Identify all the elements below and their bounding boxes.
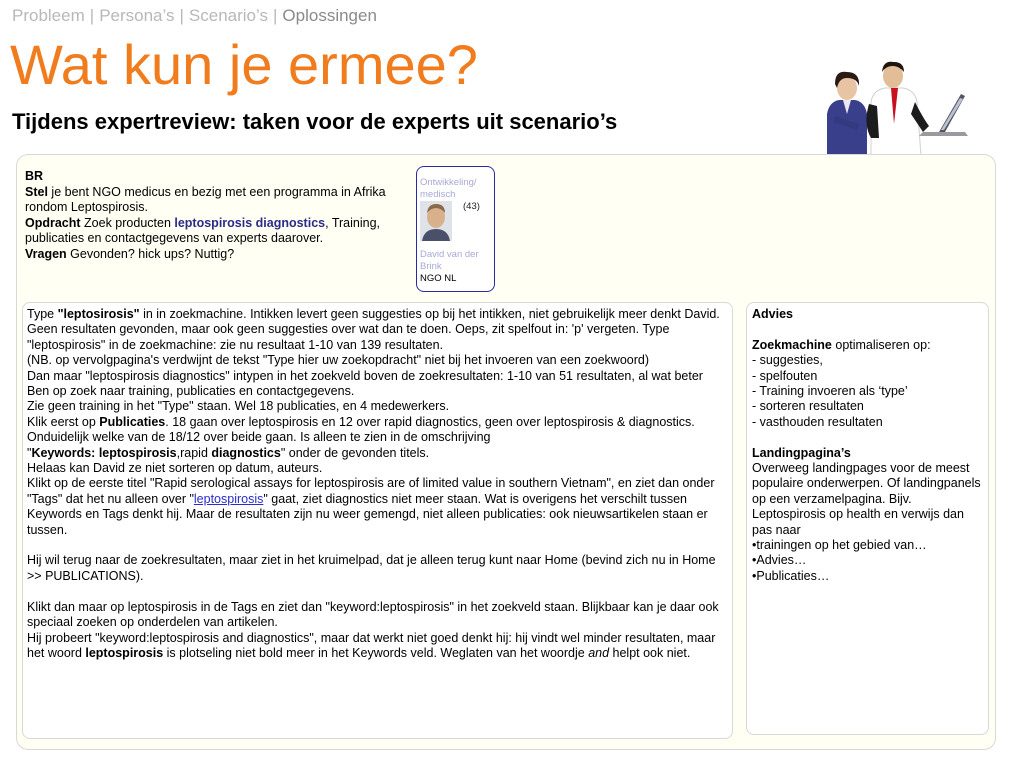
zoekmachine-label: Zoekmachine [752, 337, 832, 352]
breadcrumb-item-personas[interactable]: Persona’s [99, 6, 175, 25]
breadcrumb [12, 6, 377, 26]
text-run: Type [27, 307, 58, 321]
persona-card[interactable] [416, 166, 495, 292]
breadcrumb-separator: | [89, 6, 95, 25]
walkthrough-paragraph: Zie geen training in het "Type" staan. Wel 18 publicaties, en 4 medewerkers. [27, 399, 450, 414]
persona-role: Ontwikkeling/ medisch [420, 177, 477, 200]
text-run: Klik eerst op [27, 414, 100, 429]
page-title: Wat kun je ermee? [10, 33, 478, 96]
text-run: . 18 gaan over leptospirosis en 12 over rapid diagnostics, geen over leptospirosis & diagnostics. Onduidelijk welke van de 18/12 over beide gaan. Is alleen te zien in de omschrijving [27, 414, 695, 445]
text-run-bold: Keywords: leptospirosis [31, 445, 177, 460]
spacer [752, 322, 984, 337]
opdracht-highlight: leptospirosis diagnostics [174, 215, 326, 230]
text-run: " [27, 445, 32, 460]
advice-text [752, 307, 984, 584]
walkthrough-paragraph [27, 415, 723, 446]
text-run: in in zoekmachine. Intikken levert geen suggesties op bij het intikken, niet gebruikelijk meer denkt David. Geen resultaten gevonden, maar ook geen suggesties over wat dan te doen. Oeps, zit spelfout in: 'p' vergeten. Type "leptospirosis" in de zoekmachine: zie nu resultaat 1-10 van 139 resultaten. [27, 307, 720, 352]
persona-photo [420, 201, 452, 241]
page-subtitle: Tijdens expertreview: taken voor de experts uit scenario’s [12, 109, 618, 134]
leptospirosis-tag-link[interactable]: leptospirosis [193, 491, 264, 506]
advice-list-item: - vasthouden resultaten [752, 414, 883, 429]
walkthrough-paragraph [27, 446, 723, 461]
scenario-code: BR [25, 169, 44, 183]
text-run: " onder de gevonden titels. [280, 445, 430, 460]
opdracht-label: Opdracht [25, 215, 81, 230]
advice-list-item: - spelfouten [752, 368, 818, 383]
walkthrough-paragraph: Hij wil terug naar de zoekresultaten, maar ziet in het kruimelpad, dat je alleen terug kunt naar Home (bevind zich nu in Home >> PUBLICATIONS). [27, 553, 716, 583]
zoekmachine-text: optimaliseren op: [831, 337, 931, 352]
walkthrough-paragraph [27, 476, 723, 538]
opdracht-post: , Training, publicaties en contactgegevens van experts daarover. [25, 215, 380, 246]
advice-list-item: •trainingen op het gebied van… [752, 538, 927, 553]
spacer [27, 584, 723, 599]
scenario-text [25, 169, 405, 263]
persona-name: David van der Brink [420, 249, 479, 272]
walkthrough-paragraph [27, 631, 723, 662]
stel-label: Stel [25, 184, 48, 199]
advice-list-item: - sorteren resultaten [752, 399, 864, 414]
breadcrumb-item-scenarios[interactable]: Scenario’s [188, 6, 268, 25]
vragen-text: Gevonden? hick ups? Nuttig? [66, 246, 235, 261]
advice-list-item: •Publicaties… [752, 568, 830, 583]
advice-heading: Advies [752, 307, 793, 321]
walkthrough-paragraph: Klikt dan maar op leptospirosis in de Tags en ziet dan "keyword:leptospirosis" in het zoekveld staan. Blijkbaar kan je daar ook speciaal zoeken op onderdelen van artikelen. [27, 599, 719, 630]
persona-org: NGO NL [420, 273, 457, 284]
advice-list-item: - Training invoeren als ‘type’ [752, 384, 908, 399]
scenario-section [22, 167, 992, 293]
text-run: Hij probeert "keyword:leptospirosis and diagnostics", maar dat werkt niet goed denkt hij: hij vindt wel minder resultaten, maar het woord [27, 630, 716, 660]
business-people-illustration [805, 54, 970, 156]
landingpagina-text: Overweeg landingpages voor de meest populaire onderwerpen. Of landingpanels op een verzamelpagina. Bijv. Leptospirosis op health en verwijs dan pas naar [752, 461, 981, 537]
walkthrough-text [27, 307, 723, 661]
walkthrough-paragraph: (NB. op vervolgpagina's verdwijnt de tekst "Type hier uw zoekopdracht" niet bij het invoeren van een zoekwoord) [27, 353, 650, 368]
breadcrumb-separator: | [179, 6, 184, 25]
stel-text: je bent NGO medicus en bezig met een programma in Afrika rondom Leptospirosis. [25, 184, 386, 215]
text-run-bold: leptospirosis [85, 645, 164, 660]
vragen-label: Vragen [25, 246, 67, 261]
walkthrough-paragraph [27, 307, 723, 353]
text-run: " gaat, ziet diagnostics niet meer staan. Wat is overigens het verschilt tussen Keywords en Tags denkt hij. Maar de resultaten zijn nu weer gemengd, niet alleen publicaties: ook nieuwsartikelen staan er tussen. [27, 491, 708, 537]
spacer [752, 430, 984, 445]
persona-count: (43) [463, 201, 480, 212]
text-run-bold: "leptosirosis" [57, 307, 140, 321]
text-run: Klikt op de eerste titel "Rapid serological assays for leptospirosis are of limited value in southern Vietnam", en ziet dan onder "Tags" dat het nu alleen over " [27, 476, 715, 506]
text-run: helpt ook niet. [609, 645, 691, 660]
spacer [27, 538, 723, 553]
text-run: ,rapid [176, 445, 212, 460]
walkthrough-paragraph: Dan maar "leptospirosis diagnostics" intypen in het zoekveld boven de zoekresultaten: 1-10 van 51 resultaten, al wat beter Ben op zoek naar training, publicaties en contactgegevens. [27, 368, 703, 399]
breadcrumb-separator: | [272, 6, 278, 25]
text-run-italic: and [588, 645, 610, 660]
advice-list-item: •Advies… [752, 553, 807, 568]
breadcrumb-item-probleem[interactable]: Probleem [12, 6, 85, 25]
landingpagina-label: Landingpagina’s [752, 445, 851, 460]
text-run-bold: diagnostics [211, 445, 281, 460]
text-run-bold: Publicaties [99, 414, 166, 429]
breadcrumb-item-oplossingen[interactable]: Oplossingen [282, 6, 377, 25]
opdracht-pre: Zoek producten [80, 215, 175, 230]
walkthrough-paragraph: Helaas kan David ze niet sorteren op datum, auteurs. [27, 461, 323, 476]
advice-list-item: - suggesties, [752, 353, 823, 368]
text-run: is plotseling niet bold meer in het Keywords veld. Weglaten van het woordje [163, 645, 589, 660]
